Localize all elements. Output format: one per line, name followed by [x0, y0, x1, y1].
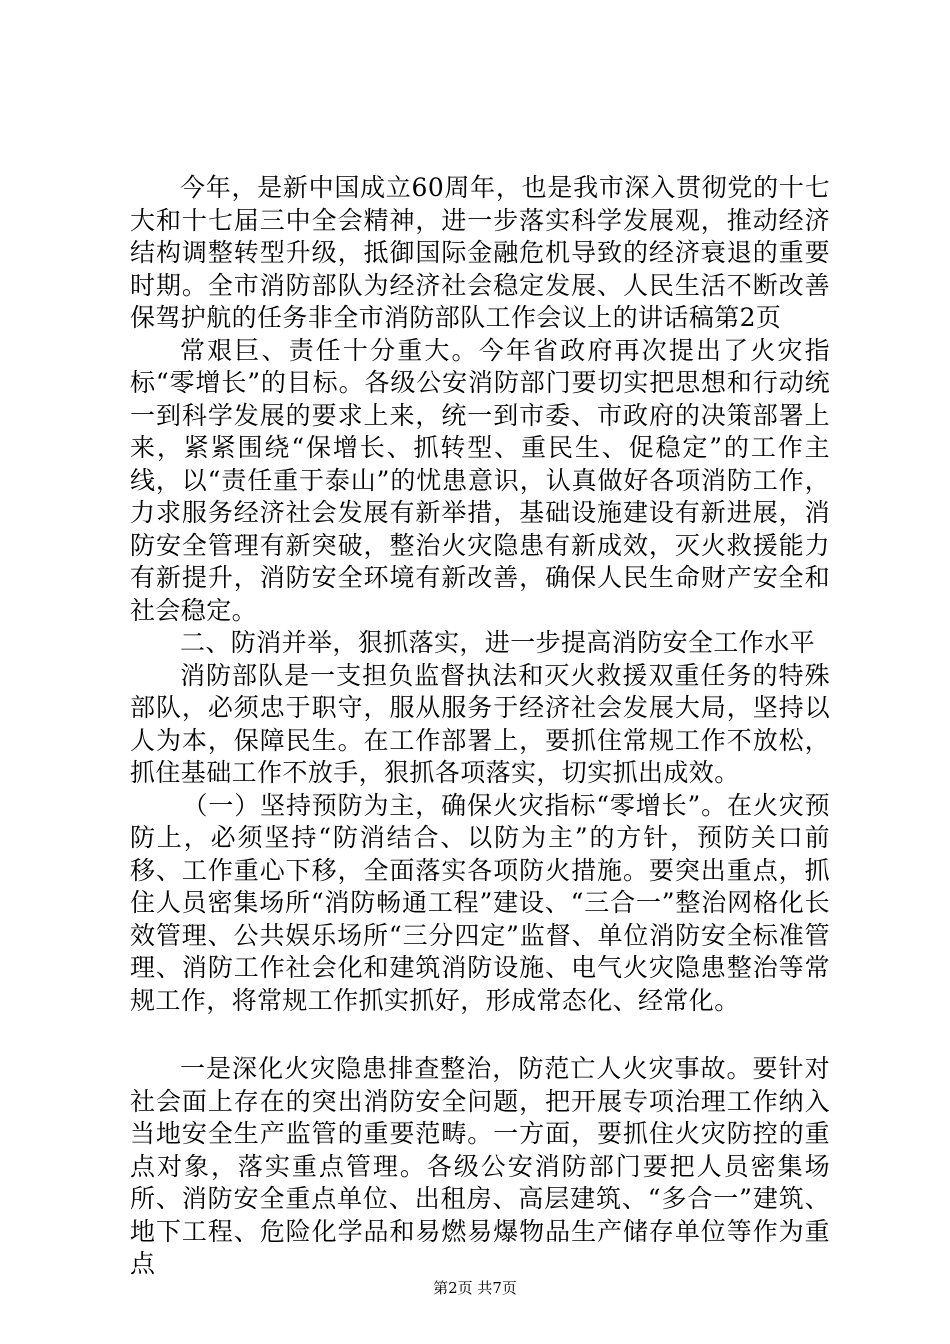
paragraph-tasks: 常艰巨、责任十分重大。今年省政府再次提出了火灾指标“零增长”的目标。各级公安消防部门要切实把思想和行动统一到科学发展的要求上来，统一到市委、市政府的决策部署上来，紧紧围绕“保增长、抓转型、重民生、促稳定”的工作主线，以“责任重于泰山”的忧患意识，认真做好各项消防工作，力求服务经济社会发展有新举措，基础设施建设有新进展，消防安全管理有新突破，整治火灾隐患有新成效，灭火救援能力有新提升，消防安全环境有新改善，确保人民生命财产安全和社会稳定。 [130, 335, 830, 625]
paragraph-force: 消防部队是一支担负监督执法和灭火救援双重任务的特殊部队，必须忠于职守，服从服务于经济社会发展大局，坚持以人为本，保障民生。在工作部署上，要抓住常规工作不放松，抓住基础工作不放手，狠抓各项落实，切实抓出成效。 [130, 660, 830, 787]
document-body [130, 172, 830, 1281]
paragraph-prevention: （一）坚持预防为主，确保火灾指标“零增长”。在火灾预防上，必须坚持“防消结合、以防为主”的方针，预防关口前移、工作重心下移，全面落实各项防火措施。要突出重点，抓住人员密集场所“消防畅通工程”建设、“三合一”整治网格化长效管理、公共娱乐场所“三分四定”监督、单位消防安全标准管理、消防工作社会化和建筑消防设施、电气火灾隐患整治等常规工作，将常规工作抓实抓好，形成常态化、经常化。 [130, 790, 830, 1015]
paragraph-intro: 今年，是新中国成立60周年，也是我市深入贯彻党的十七大和十七届三中全会精神，进一步落实科学发展观，推动经济结构调整转型升级，抵御国际金融危机导致的经济衰退的重要时期。全市消防部队为经济社会稳定发展、人民生活不断改善保驾护航的任务非全市消防部队工作会议上的讲话稿第2页 [130, 173, 830, 332]
page-footer: 第2页 共7页 [433, 1279, 517, 1297]
paragraph-hazard-rectification: 一是深化火灾隐患排查整治，防范亡人火灾事故。要针对社会面上存在的突出消防安全问题，把开展专项治理工作纳入当地安全生产监管的重要范畴。一方面，要抓住火灾防控的重点对象，落实重点管理。各级公安消防部门要把人员密集场所、消防安全重点单位、出租房、高层建筑、“多合一”建筑、地下工程、危险化学品和易燃易爆物品生产储存单位等作为重点 [130, 1054, 830, 1278]
section-heading: 二、防消并举，狠抓落实，进一步提高消防安全工作水平 [180, 628, 816, 657]
